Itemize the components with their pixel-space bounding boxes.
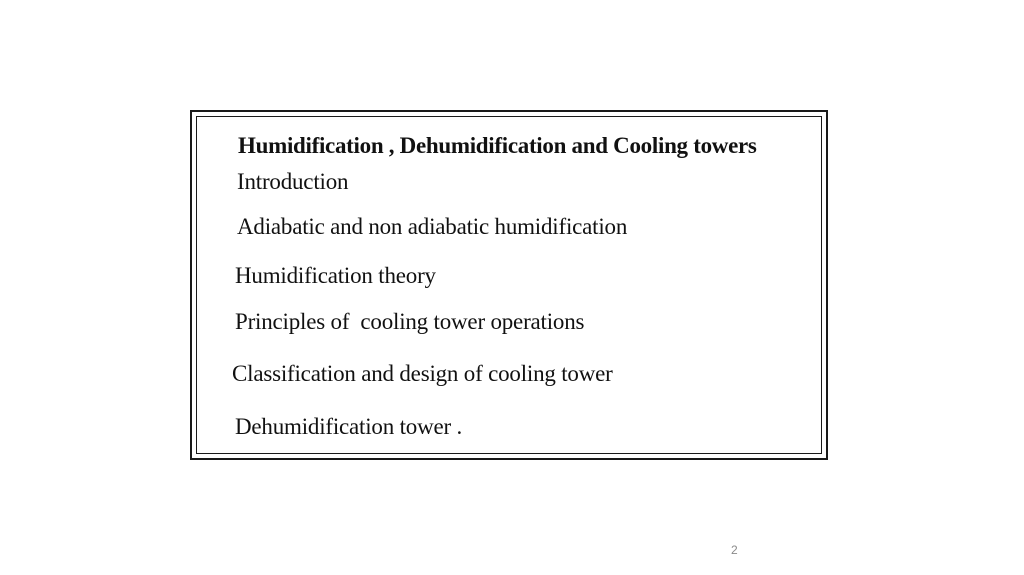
page-number: 2 [731,543,738,557]
topic-cooling-tower-design: Classification and design of cooling tower [232,361,613,386]
topic-introduction: Introduction [237,169,349,194]
content-frame-inner-border [196,116,822,454]
slide-heading: Humidification , Dehumidification and Cooling towers [238,133,757,158]
content-frame [190,110,828,460]
topic-cooling-tower-principles: Principles of cooling tower operations [235,309,585,334]
topic-dehumidification-tower: Dehumidification tower . [235,414,463,439]
topic-humidification-theory: Humidification theory [235,263,436,288]
topic-adiabatic-humidification: Adiabatic and non adiabatic humidification [237,214,628,239]
